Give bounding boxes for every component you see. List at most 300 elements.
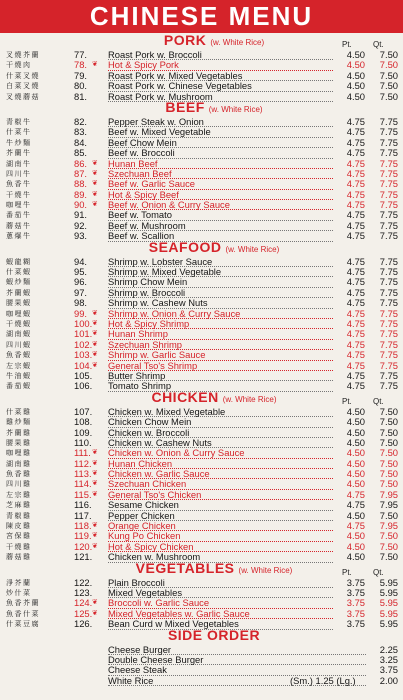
item-number: 121. bbox=[74, 551, 93, 563]
chili-pepper-icon: ❦ bbox=[92, 609, 98, 617]
quart-column-header: Qt. bbox=[373, 567, 384, 577]
chinese-name: 芥蘭雞 bbox=[6, 428, 32, 437]
quart-price: 7.50 bbox=[379, 468, 398, 480]
quart-price: 7.75 bbox=[379, 167, 398, 179]
item-number: 119. bbox=[74, 530, 92, 542]
quart-price: 7.75 bbox=[379, 338, 398, 350]
chinese-name: 湖南牛 bbox=[6, 159, 32, 168]
chinese-name: 魚香雞 bbox=[6, 470, 32, 479]
menu-item-row bbox=[0, 179, 403, 189]
chili-pepper-icon: ❦ bbox=[92, 361, 98, 369]
pint-price: 4.50 bbox=[346, 447, 365, 459]
pint-price: 4.50 bbox=[346, 468, 365, 480]
pint-price: 4.75 bbox=[346, 297, 365, 309]
item-name: Roast Pork w. Mixed Vegetables bbox=[108, 71, 333, 81]
quart-price: 7.75 bbox=[379, 188, 398, 200]
item-name: Roast Pork w. Broccoli bbox=[108, 50, 333, 60]
chili-pepper-icon: ❦ bbox=[92, 470, 98, 478]
pint-price: 4.75 bbox=[346, 286, 365, 298]
item-number: 102. bbox=[74, 338, 93, 350]
menu-item-row bbox=[0, 221, 403, 231]
chili-pepper-icon: ❦ bbox=[92, 459, 98, 467]
menu-item-row bbox=[0, 159, 403, 169]
section-subtitle: (w. White Rice) bbox=[238, 565, 293, 575]
item-name: Shrimp w. Lobster Sauce bbox=[108, 257, 333, 267]
quart-price: 7.75 bbox=[379, 209, 398, 221]
chinese-name: 腰果雞 bbox=[6, 438, 32, 447]
quart-price: 7.75 bbox=[379, 276, 398, 288]
item-number: 125. bbox=[74, 607, 93, 619]
item-name: Shrimp w. Mixed Vegetable bbox=[108, 267, 333, 277]
item-number: 81. bbox=[74, 90, 88, 102]
item-name: Mixed Vegetables bbox=[108, 588, 333, 598]
quart-price: 7.75 bbox=[379, 369, 398, 381]
item-name: Hot & Spicy Pork bbox=[108, 60, 333, 70]
pint-price: 4.50 bbox=[346, 530, 365, 542]
item-number: 100. bbox=[74, 317, 93, 329]
menu-item-row bbox=[0, 350, 403, 360]
pint-price: 3.75 bbox=[346, 607, 365, 619]
menu-item-row bbox=[0, 361, 403, 371]
chinese-name: 咖哩蝦 bbox=[6, 309, 32, 318]
item-number: 101. bbox=[74, 328, 93, 340]
quart-price: 7.75 bbox=[379, 307, 398, 319]
menu-item-row bbox=[0, 329, 403, 339]
item-name: Hot & Spicy Beef bbox=[108, 190, 333, 200]
pint-price: 4.50 bbox=[346, 551, 365, 563]
section-title: SEAFOOD bbox=[148, 238, 222, 255]
item-number: 124. bbox=[74, 597, 93, 609]
section-subtitle: (w. White Rice) bbox=[225, 244, 280, 254]
chinese-name: 什菜叉燒 bbox=[6, 71, 40, 80]
item-number: 79. bbox=[74, 69, 88, 81]
item-number: 95. bbox=[74, 266, 88, 278]
quart-price: 7.75 bbox=[379, 115, 398, 127]
item-price: 2.25 bbox=[379, 643, 398, 655]
chili-pepper-icon: ❦ bbox=[92, 319, 98, 327]
chili-pepper-icon: ❦ bbox=[92, 61, 98, 69]
section-heading bbox=[100, 560, 328, 578]
chinese-name: 牛油蝦 bbox=[6, 371, 32, 380]
item-price: 3.75 bbox=[379, 664, 398, 676]
item-number: 97. bbox=[74, 286, 88, 298]
chili-pepper-icon: ❦ bbox=[92, 351, 98, 359]
item-name: Pepper Steak w. Onion bbox=[108, 117, 333, 127]
item-name: Beef w. Broccoli bbox=[108, 148, 333, 158]
item-number: 78. bbox=[74, 59, 88, 71]
chinese-name: 湖南蝦 bbox=[6, 330, 32, 339]
pint-price: 3.75 bbox=[346, 597, 365, 609]
item-number: 110. bbox=[74, 436, 92, 448]
item-number: 82. bbox=[74, 115, 88, 127]
menu-item-row bbox=[0, 521, 403, 531]
menu-item-row bbox=[0, 200, 403, 210]
side-order-row bbox=[0, 676, 403, 686]
chinese-name: 牛炒麵 bbox=[6, 138, 32, 147]
menu-banner bbox=[0, 0, 403, 33]
pint-price: 4.50 bbox=[346, 69, 365, 81]
section-heading bbox=[100, 99, 328, 117]
quart-price: 7.75 bbox=[379, 380, 398, 392]
item-number: 92. bbox=[74, 219, 88, 231]
section-header-pork bbox=[0, 32, 403, 50]
chinese-name: 蘑菇雞 bbox=[6, 553, 32, 562]
section-header-chicken bbox=[0, 388, 403, 407]
chinese-name: 番茄蝦 bbox=[6, 382, 32, 391]
chinese-name: 左宗雞 bbox=[6, 490, 32, 499]
pint-price: 4.75 bbox=[346, 188, 365, 200]
menu-item-row bbox=[0, 469, 403, 479]
quart-price: 7.75 bbox=[379, 349, 398, 361]
menu-title: CHINESE MENU bbox=[89, 1, 314, 31]
chinese-name: 芥蘭蝦 bbox=[6, 288, 32, 297]
item-number: 113. bbox=[74, 468, 92, 480]
menu-item-row bbox=[0, 542, 403, 552]
menu-item-row bbox=[0, 371, 403, 381]
chinese-name: 什菜蝦 bbox=[6, 268, 32, 277]
pint-price: 4.75 bbox=[346, 349, 365, 361]
menu-item-row bbox=[0, 50, 403, 60]
chinese-name: 咖哩牛 bbox=[6, 201, 32, 210]
chili-pepper-icon: ❦ bbox=[92, 309, 98, 317]
pint-price: 4.75 bbox=[346, 157, 365, 169]
pint-price: 3.75 bbox=[346, 586, 365, 598]
item-name: Chicken Chow Mein bbox=[108, 417, 333, 427]
item-name: Cheese Burger bbox=[108, 645, 366, 655]
section-subtitle: (w. White Rice) bbox=[222, 394, 277, 404]
menu-item-row bbox=[0, 578, 403, 588]
item-number: 126. bbox=[74, 618, 93, 630]
chinese-name: 蘑菇牛 bbox=[6, 221, 32, 230]
chinese-name: 芥蘭牛 bbox=[6, 149, 32, 158]
chinese-name: 宮保雞 bbox=[6, 532, 32, 541]
pint-price: 4.50 bbox=[346, 80, 365, 92]
pint-price: 4.50 bbox=[346, 478, 365, 490]
chinese-name: 干燒肉 bbox=[6, 61, 32, 70]
pint-price: 4.75 bbox=[346, 126, 365, 138]
chinese-name: 蝦炒麵 bbox=[6, 278, 32, 287]
pint-price: 4.50 bbox=[346, 90, 365, 102]
pint-price: 4.75 bbox=[346, 499, 365, 511]
pint-price: 4.75 bbox=[346, 266, 365, 278]
item-name: Beef w. Mixed Vegetable bbox=[108, 127, 333, 137]
chili-pepper-icon: ❦ bbox=[92, 542, 98, 550]
item-name: Tomato Shrimp bbox=[108, 381, 333, 391]
item-number: 88. bbox=[74, 178, 88, 190]
pint-price: 4.75 bbox=[346, 328, 365, 340]
section-heading bbox=[100, 389, 328, 407]
menu-item-row bbox=[0, 511, 403, 521]
item-name: Chicken w. Onion & Curry Sauce bbox=[108, 448, 333, 458]
quart-price: 7.50 bbox=[379, 426, 398, 438]
quart-price: 7.50 bbox=[379, 551, 398, 563]
chinese-name: 炒什菜 bbox=[6, 588, 32, 597]
chinese-name: 叉燒蘑菇 bbox=[6, 92, 40, 101]
chinese-name: 什菜雞 bbox=[6, 407, 32, 416]
pint-price: 4.50 bbox=[346, 436, 365, 448]
chinese-name: 蔥爆牛 bbox=[6, 232, 32, 241]
item-number: 107. bbox=[74, 405, 93, 417]
section-header-seafood bbox=[0, 238, 403, 257]
section-title: SIDE ORDER bbox=[167, 626, 261, 643]
chinese-name: 芝麻雞 bbox=[6, 501, 32, 510]
pint-price: 4.75 bbox=[346, 520, 365, 532]
quart-price: 5.95 bbox=[379, 618, 398, 630]
quart-price: 7.95 bbox=[379, 520, 398, 532]
item-name: Beef w. Onion & Curry Sauce bbox=[108, 200, 333, 210]
item-number: 108. bbox=[74, 416, 93, 428]
quart-price: 7.75 bbox=[379, 219, 398, 231]
chinese-name: 左宗蝦 bbox=[6, 361, 32, 370]
item-number: 90. bbox=[74, 199, 88, 211]
item-name: Bean Curd w Mixed Vegetables bbox=[108, 619, 333, 629]
pint-price: 4.50 bbox=[346, 416, 365, 428]
quart-price: 7.50 bbox=[379, 436, 398, 448]
side-order-row bbox=[0, 655, 403, 665]
quart-price: 7.50 bbox=[379, 530, 398, 542]
item-number: 116. bbox=[74, 499, 92, 511]
item-number: 112. bbox=[74, 457, 92, 469]
quart-price: 7.50 bbox=[379, 90, 398, 102]
chili-pepper-icon: ❦ bbox=[92, 490, 98, 498]
item-number: 118. bbox=[74, 520, 92, 532]
menu-item-row bbox=[0, 210, 403, 220]
pint-price: 4.75 bbox=[346, 167, 365, 179]
item-number: 93. bbox=[74, 230, 88, 242]
item-number: 114. bbox=[74, 478, 92, 490]
item-name: Chicken w. Mushroom bbox=[108, 552, 333, 562]
quart-price: 7.75 bbox=[379, 359, 398, 371]
pint-price: 4.75 bbox=[346, 147, 365, 159]
quart-price: 7.75 bbox=[379, 157, 398, 169]
quart-price: 7.95 bbox=[379, 488, 398, 500]
item-name: Shrimp w. Cashew Nuts bbox=[108, 298, 333, 308]
item-name: Kung Po Chicken bbox=[108, 531, 333, 541]
quart-price: 7.50 bbox=[379, 405, 398, 417]
quart-price: 7.75 bbox=[379, 255, 398, 267]
item-number: 83. bbox=[74, 126, 88, 138]
item-name: Chicken w. Mixed Vegetable bbox=[108, 407, 333, 417]
item-number: 115. bbox=[74, 488, 92, 500]
item-number: 111. bbox=[74, 447, 91, 459]
item-number: 84. bbox=[74, 136, 88, 148]
menu-item-row bbox=[0, 81, 403, 91]
item-name: Beef w. Mushroom bbox=[108, 221, 333, 231]
chinese-name: 魚香芥蘭 bbox=[6, 599, 40, 608]
item-name: Szechuan Chicken bbox=[108, 479, 333, 489]
item-number: 94. bbox=[74, 255, 88, 267]
chinese-name: 淨芥蘭 bbox=[6, 578, 32, 587]
chinese-name: 腰果蝦 bbox=[6, 299, 32, 308]
menu-item-row bbox=[0, 277, 403, 287]
chili-pepper-icon: ❦ bbox=[92, 159, 98, 167]
chinese-name: 魚香蝦 bbox=[6, 351, 32, 360]
quart-price: 7.75 bbox=[379, 266, 398, 278]
item-name: Beef w. Scallion bbox=[108, 231, 333, 241]
pint-price: 4.50 bbox=[346, 59, 365, 71]
pint-price: 4.75 bbox=[346, 230, 365, 242]
quart-price: 7.75 bbox=[379, 126, 398, 138]
pint-price: 4.75 bbox=[346, 219, 365, 231]
chinese-name: 蝦龍糊 bbox=[6, 257, 32, 266]
quart-price: 5.95 bbox=[379, 576, 398, 588]
item-number: 89. bbox=[74, 188, 88, 200]
chinese-name: 四川牛 bbox=[6, 169, 32, 178]
quart-price: 7.75 bbox=[379, 147, 398, 159]
item-name: Cheese Steak bbox=[108, 665, 366, 675]
menu-item-row bbox=[0, 319, 403, 329]
section-subtitle: (w. White Rice) bbox=[210, 38, 265, 47]
menu-item-row bbox=[0, 490, 403, 500]
chinese-name: 四川雞 bbox=[6, 480, 32, 489]
chili-pepper-icon: ❦ bbox=[92, 169, 98, 177]
quart-price: 7.50 bbox=[379, 478, 398, 490]
chili-pepper-icon: ❦ bbox=[92, 532, 98, 540]
chinese-name: 干燒牛 bbox=[6, 190, 32, 199]
pint-price: 4.75 bbox=[346, 488, 365, 500]
chili-pepper-icon: ❦ bbox=[92, 449, 98, 457]
pint-price: 4.75 bbox=[346, 276, 365, 288]
quart-price: 7.75 bbox=[379, 199, 398, 211]
chinese-name: 什菜牛 bbox=[6, 128, 32, 137]
item-number: 96. bbox=[74, 276, 88, 288]
quart-price: 7.75 bbox=[379, 178, 398, 190]
item-number: 86. bbox=[74, 157, 88, 169]
menu-item-row bbox=[0, 479, 403, 489]
item-number: 104. bbox=[74, 359, 93, 371]
item-name: Broccoli w. Garlic Sauce bbox=[108, 598, 333, 608]
item-number: 105. bbox=[74, 369, 93, 381]
chinese-name: 干燒蝦 bbox=[6, 319, 32, 328]
item-name: Butter Shrimp bbox=[108, 371, 333, 381]
section-heading bbox=[100, 32, 328, 50]
item-number: 123. bbox=[74, 586, 93, 598]
item-name: Hot & Spicy Chicken bbox=[108, 542, 333, 552]
quart-price: 7.50 bbox=[379, 49, 398, 60]
chinese-name: 青椒雞 bbox=[6, 511, 32, 520]
section-subtitle: (w. White Rice) bbox=[208, 104, 263, 114]
item-name: White Rice bbox=[108, 676, 366, 686]
quart-price: 7.50 bbox=[379, 80, 398, 92]
item-number: 91. bbox=[74, 209, 88, 221]
item-number: 99. bbox=[74, 307, 88, 319]
chili-pepper-icon: ❦ bbox=[92, 180, 98, 188]
item-name: Pepper Chicken bbox=[108, 511, 333, 521]
pint-price: 4.50 bbox=[346, 426, 365, 438]
quart-price: 7.50 bbox=[379, 540, 398, 552]
chili-pepper-icon: ❦ bbox=[92, 330, 98, 338]
menu-body bbox=[0, 32, 403, 686]
pint-price: 4.75 bbox=[346, 209, 365, 221]
item-name: Sesame Chicken bbox=[108, 500, 333, 510]
item-name: Roast Pork w. Chinese Vegetables bbox=[108, 81, 333, 91]
item-name: General Tso's Chicken bbox=[108, 490, 333, 500]
pint-price: 4.75 bbox=[346, 369, 365, 381]
quart-price: 7.50 bbox=[379, 416, 398, 428]
item-number: 98. bbox=[74, 297, 88, 309]
section-heading bbox=[100, 239, 328, 257]
menu-item-row bbox=[0, 407, 403, 417]
chinese-name: 干燒雞 bbox=[6, 542, 32, 551]
pint-price: 4.50 bbox=[346, 49, 365, 60]
menu-item-row bbox=[0, 169, 403, 179]
pint-price: 4.75 bbox=[346, 317, 365, 329]
quart-price: 7.50 bbox=[379, 509, 398, 521]
pint-price: 4.75 bbox=[346, 178, 365, 190]
item-name: Beef w. Garlic Sauce bbox=[108, 179, 333, 189]
section-title: VEGETABLES bbox=[135, 559, 235, 576]
pint-price: 4.75 bbox=[346, 115, 365, 127]
pint-price: 4.75 bbox=[346, 199, 365, 211]
item-name: Szechuan Beef bbox=[108, 169, 333, 179]
section-header-side-order bbox=[0, 626, 403, 645]
item-name: Shrimp w. Garlic Sauce bbox=[108, 350, 333, 360]
pint-column-header: Pt. bbox=[342, 40, 352, 49]
item-name: Roast Pork w. Mushroom bbox=[108, 92, 333, 102]
quart-price: 5.95 bbox=[379, 586, 398, 598]
item-name: Beef w. Tomato bbox=[108, 210, 333, 220]
item-name: Shrimp w. Broccoli bbox=[108, 288, 333, 298]
chili-pepper-icon: ❦ bbox=[92, 340, 98, 348]
item-name: Shrimp w. Onion & Curry Sauce bbox=[108, 309, 333, 319]
menu-item-row bbox=[0, 309, 403, 319]
chinese-name: 湖南雞 bbox=[6, 459, 32, 468]
item-name: Beef Chow Mein bbox=[108, 138, 333, 148]
pint-price: 4.50 bbox=[346, 540, 365, 552]
menu-item-row bbox=[0, 127, 403, 137]
item-name: Chicken w. Cashew Nuts bbox=[108, 438, 333, 448]
chinese-name: 番茄牛 bbox=[6, 211, 32, 220]
chili-pepper-icon: ❦ bbox=[92, 190, 98, 198]
chinese-name: 陳皮雞 bbox=[6, 522, 32, 531]
quart-price: 7.50 bbox=[379, 69, 398, 81]
item-name: Hunan Beef bbox=[108, 159, 333, 169]
pint-price: 4.75 bbox=[346, 338, 365, 350]
quart-column-header: Qt. bbox=[373, 396, 384, 406]
section-heading bbox=[100, 627, 328, 645]
quart-price: 7.50 bbox=[379, 59, 398, 71]
quart-price: 7.75 bbox=[379, 286, 398, 298]
pint-price: 4.75 bbox=[346, 307, 365, 319]
item-name: Hot & Spicy Shrimp bbox=[108, 319, 333, 329]
chinese-name: 四川蝦 bbox=[6, 340, 32, 349]
item-price: 3.25 bbox=[379, 653, 398, 665]
section-title: PORK bbox=[163, 32, 207, 48]
item-number: 109. bbox=[74, 426, 93, 438]
menu-item-row bbox=[0, 531, 403, 541]
pint-price: 4.50 bbox=[346, 457, 365, 469]
item-number: 80. bbox=[74, 80, 88, 92]
pint-price: 4.50 bbox=[346, 405, 365, 417]
chinese-name: 青椒牛 bbox=[6, 117, 32, 126]
item-name: Chicken w. Garlic Sauce bbox=[108, 469, 333, 479]
item-price: 2.00 bbox=[379, 674, 398, 686]
section-header-vegetables bbox=[0, 559, 403, 578]
menu-item-row bbox=[0, 500, 403, 510]
quart-price: 7.50 bbox=[379, 457, 398, 469]
item-number: 106. bbox=[74, 380, 93, 392]
quart-price: 7.75 bbox=[379, 317, 398, 329]
chili-pepper-icon: ❦ bbox=[92, 480, 98, 488]
pint-price: 4.75 bbox=[346, 255, 365, 267]
pint-price: 3.75 bbox=[346, 618, 365, 630]
quart-price: 7.75 bbox=[379, 328, 398, 340]
menu-item-row bbox=[0, 417, 403, 427]
quart-column-header: Qt. bbox=[373, 40, 384, 49]
chili-pepper-icon: ❦ bbox=[92, 522, 98, 530]
pint-column-header: Pt. bbox=[342, 567, 352, 577]
chinese-name: 魚香什菜 bbox=[6, 609, 40, 618]
